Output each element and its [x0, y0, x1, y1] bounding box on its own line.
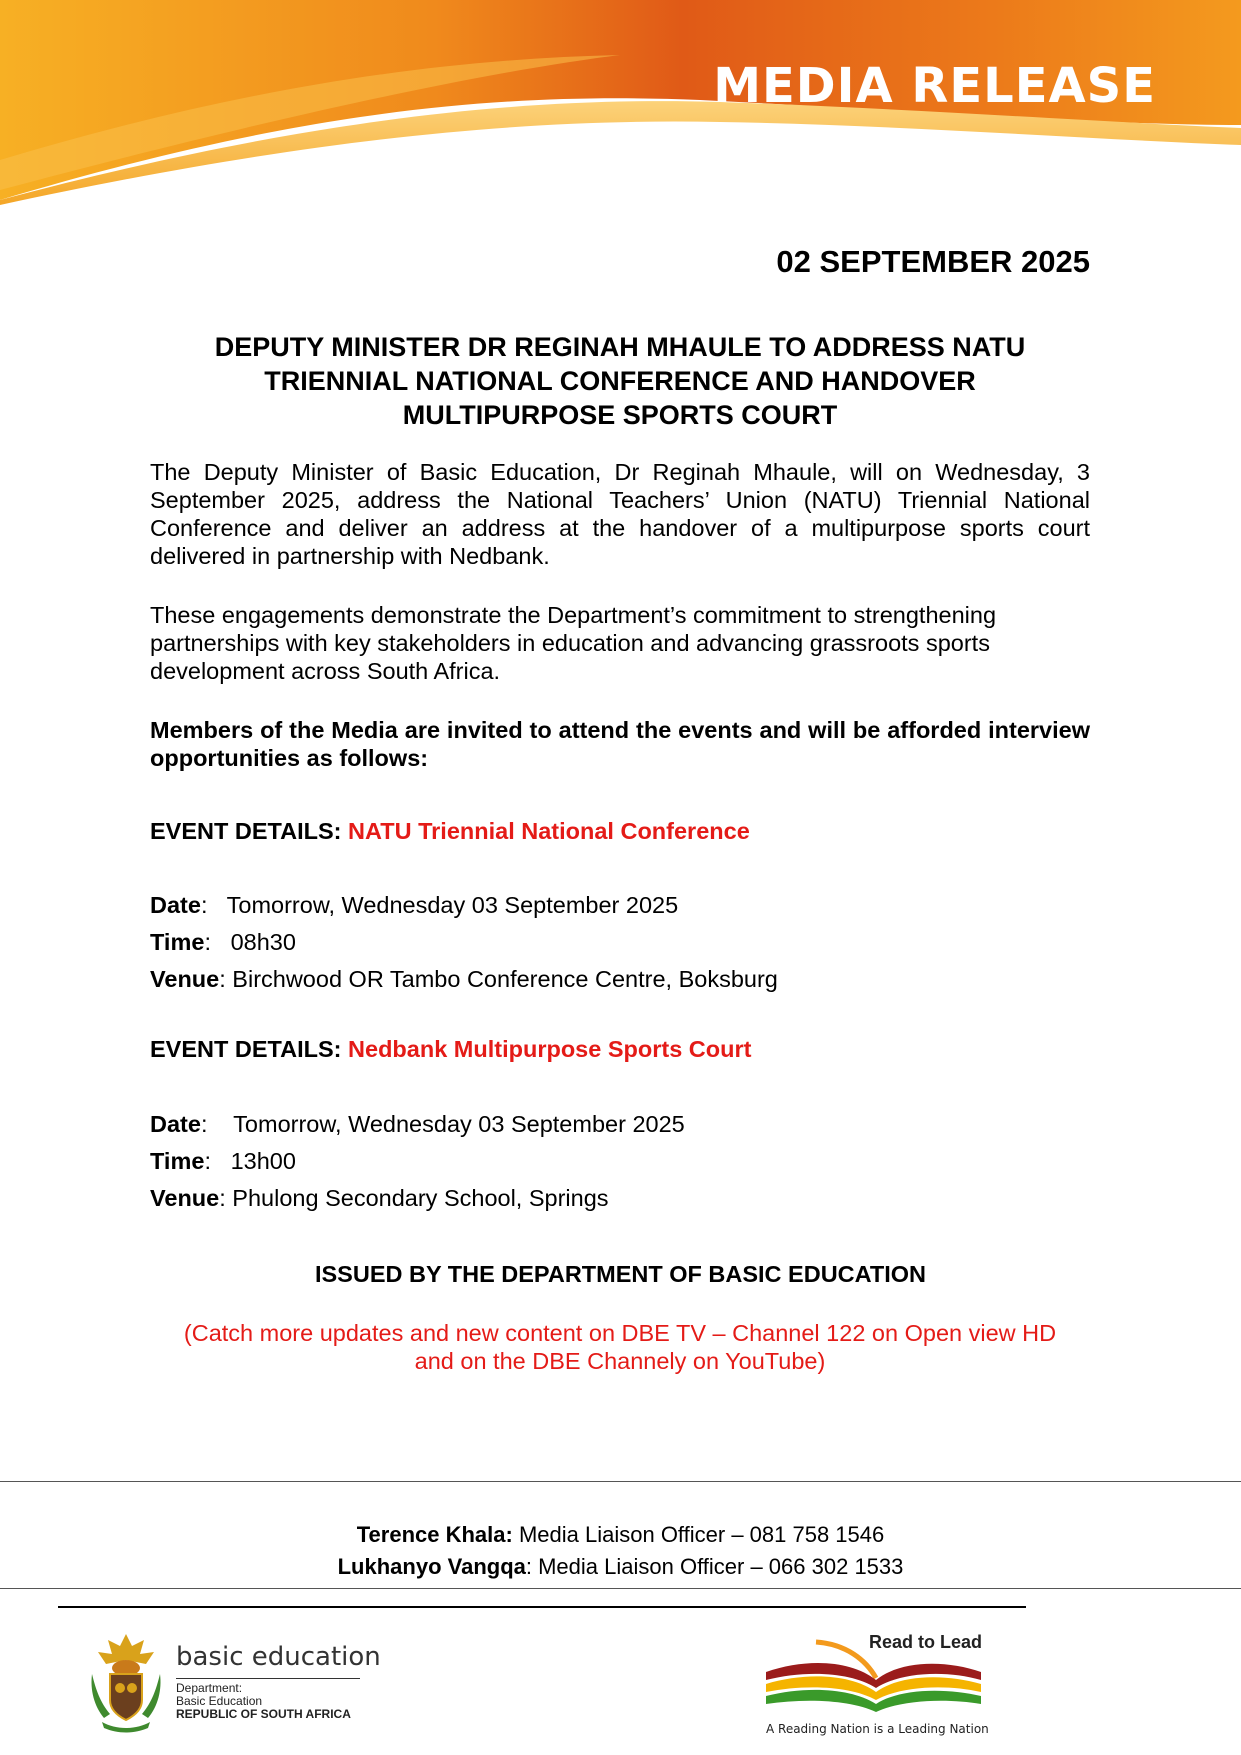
event-venue: Venue: Phulong Secondary School, Springs: [150, 1185, 609, 1211]
contact-name: Lukhanyo Vangqa: [337, 1554, 526, 1579]
event-heading: [150, 1036, 751, 1063]
event-name: NATU Triennial National Conference: [348, 818, 750, 844]
date-label: Date: [150, 1111, 201, 1137]
event-venue: Venue: Birchwood OR Tambo Conference Centre, Boksburg: [150, 966, 778, 992]
engagement-paragraph: These engagements demonstrate the Department’s commitment to strengthening partnerships with key stakeholders in education and advancing grassroots sports development across South Africa.: [150, 602, 997, 684]
logo-title: basic education: [176, 1642, 381, 1672]
event-time: Time: 08h30: [150, 929, 296, 955]
event-heading: [150, 818, 750, 845]
headline-line: TRIENNIAL NATIONAL CONFERENCE AND HANDOVER: [264, 366, 976, 396]
time-label: Time: [150, 929, 205, 955]
media-release-title: MEDIA RELEASE: [713, 58, 1156, 114]
catch-up-line: and on the DBE Channely on YouTube): [414, 1348, 826, 1374]
logo-divider: [176, 1678, 360, 1679]
headline-line: MULTIPURPOSE SPORTS COURT: [402, 400, 838, 430]
logo-text: [176, 1682, 351, 1721]
event-time: Time: 13h00: [150, 1148, 296, 1174]
media-invite-paragraph: Members of the Media are invited to attend the events and will be afforded interview opportunities as follows:: [150, 717, 1090, 771]
date-label: Date: [150, 892, 201, 918]
headline-line: DEPUTY MINISTER DR REGINAH MHAULE TO ADDRESS NATU: [214, 332, 1026, 362]
event-date: Date: Tomorrow, Wednesday 03 September 2025: [150, 892, 679, 918]
venue-value: Phulong Secondary School, Springs: [232, 1185, 609, 1211]
contact-role: Media Liaison Officer – 081 758 1546: [512, 1522, 885, 1547]
release-date: 02 SEPTEMBER 2025: [776, 244, 1090, 279]
issued-by: ISSUED BY THE DEPARTMENT OF BASIC EDUCATION: [314, 1261, 927, 1287]
time-value: 13h00: [230, 1148, 296, 1174]
event-label: EVENT DETAILS:: [150, 1036, 349, 1062]
date-value: Tomorrow, Wednesday 03 September 2025: [233, 1111, 685, 1137]
logo-line: Department:: [176, 1681, 243, 1695]
event-name: Nedbank Multipurpose Sports Court: [348, 1036, 752, 1062]
date-value: Tomorrow, Wednesday 03 September 2025: [226, 892, 679, 918]
footer-divider: [0, 1588, 1241, 1589]
open-book-icon: [756, 1638, 986, 1724]
event-label: EVENT DETAILS:: [150, 818, 349, 844]
contact-role: : Media Liaison Officer – 066 302 1533: [525, 1554, 904, 1579]
read-to-lead-logo: [756, 1632, 996, 1742]
catch-up-note: [150, 1319, 1090, 1375]
coat-of-arms-icon: [86, 1630, 166, 1734]
footer-divider: [0, 1481, 1241, 1482]
footer-divider: [58, 1606, 1026, 1608]
headline: [150, 330, 1090, 432]
time-value: 08h30: [230, 929, 296, 955]
venue-value: Birchwood OR Tambo Conference Centre, Boksburg: [232, 966, 778, 992]
contact-line: [0, 1522, 1241, 1548]
event-date: Date: Tomorrow, Wednesday 03 September 2025: [150, 1111, 685, 1137]
read-to-lead-tagline: A Reading Nation is a Leading Nation: [766, 1722, 989, 1736]
catch-up-line: (Catch more updates and new content on DBE TV – Channel 122 on Open view HD: [183, 1320, 1057, 1346]
basic-education-logo: [86, 1628, 386, 1738]
time-label: Time: [150, 1148, 205, 1174]
logo-line: Basic Education: [176, 1694, 263, 1708]
venue-label: Venue: [150, 1185, 220, 1211]
contact-line: [0, 1554, 1241, 1580]
contact-name: Terence Khala:: [356, 1522, 513, 1547]
read-to-lead-title: Read to Lead: [869, 1632, 983, 1652]
logo-line: REPUBLIC OF SOUTH AFRICA: [176, 1707, 351, 1721]
intro-paragraph: The Deputy Minister of Basic Education, Dr Reginah Mhaule, will on Wednesday, 3 September 2025, address the National Teachers’ Union (NATU) Triennial National Conference and deliver an address at the handover of a multipurpose sports court delivered in partnership with Nedbank.: [150, 459, 1090, 569]
venue-label: Venue: [150, 966, 220, 992]
